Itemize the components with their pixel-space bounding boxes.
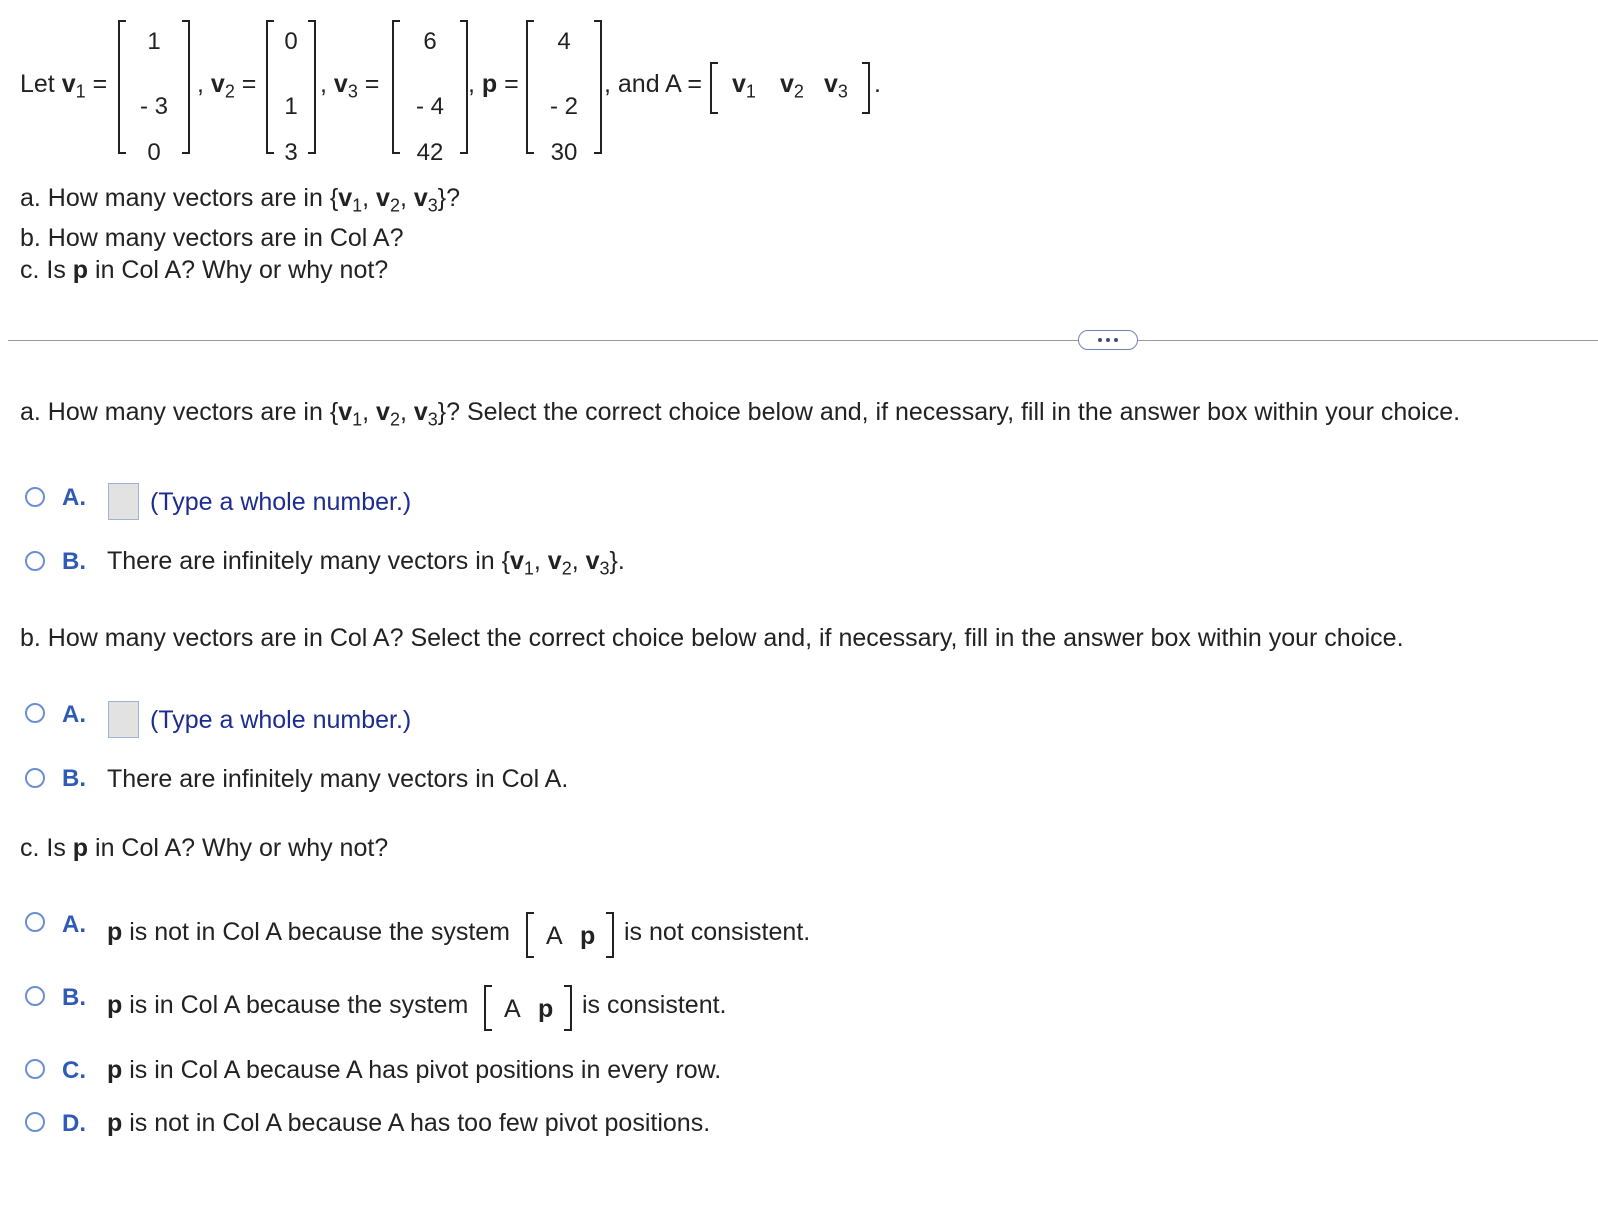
a-col: $v_1$ (732, 70, 756, 102)
p-entry: 4 (557, 28, 571, 55)
v2-matrix (266, 20, 316, 166)
part-c-option-b-letter: B. (62, 984, 86, 1011)
and-a-label: , and A = (604, 70, 703, 98)
part-c-option-b-system-matrix (484, 985, 572, 1027)
matrix-a (710, 62, 870, 110)
part-c-option-a-text: p is not in Col A because the system (107, 918, 510, 946)
part-b-option-a-hint: (Type a whole number.) (150, 706, 412, 734)
a-col: $v_2$ (780, 70, 804, 102)
v3-matrix (392, 20, 468, 166)
v2-entry: 1 (284, 93, 298, 120)
part-b-option-b-letter: B. (62, 765, 86, 792)
part-b-option-a-radio[interactable] (25, 703, 45, 723)
part-a-option-a-radio[interactable] (25, 487, 45, 507)
dot-icon (1098, 338, 1102, 342)
part-c-option-a-radio[interactable] (25, 912, 45, 932)
part-c-option-d-letter: D. (62, 1110, 86, 1137)
dot-icon (1106, 338, 1110, 342)
v3-entry: - 4 (415, 93, 444, 120)
dot-icon (1114, 338, 1118, 342)
part-a-option-b-letter: B. (62, 548, 86, 575)
part-c-option-a-system-matrix (526, 912, 614, 954)
v2-entry: 0 (284, 28, 298, 55)
part-a-option-a-letter: A. (62, 484, 86, 511)
part-c-option-b-text: p is in Col A because the system (107, 991, 469, 1019)
p-entry: 30 (550, 139, 578, 166)
part-a-option-a-hint: (Type a whole number.) (150, 488, 412, 516)
part-a-option-b-radio[interactable] (25, 551, 45, 571)
v2-label: , $v_2$ = (197, 70, 257, 102)
v3-entry: 42 (416, 139, 444, 166)
more-options-button[interactable] (1078, 330, 1138, 350)
v1-entry: 0 (147, 139, 161, 166)
part-a-prompt: a. How many vectors are in {$v_1$, $v_2$, $v_3$}? Select the correct choice below and, if necessary, fill in the answer box within your choice. (20, 398, 1461, 430)
problem-let: Let $v_1$ = (20, 70, 108, 102)
part-c-option-a-suffix: is not consistent. (624, 918, 811, 946)
part-c-option-d-radio[interactable] (25, 1112, 45, 1132)
part-c-option-d-text: p is not in Col A because A has too few pivot positions. (107, 1109, 711, 1137)
v2-entry: 3 (284, 139, 298, 166)
part-c-option-c-radio[interactable] (25, 1059, 45, 1079)
a-col: $v_3$ (824, 70, 848, 102)
v3-label: , $v_3$ = (320, 70, 380, 102)
part-b-prompt: b. How many vectors are in Col A? Select the correct choice below and, if necessary, fill in the answer box within your choice. (20, 624, 1404, 652)
part-b-option-b-text: There are infinitely many vectors in Col A. (107, 765, 569, 793)
part-c-prompt: c. Is p in Col A? Why or why not? (20, 834, 389, 862)
part-a-answer-box[interactable] (108, 483, 139, 520)
question-a: a. How many vectors are in {$v_1$, $v_2$, $v_3$}? (20, 184, 461, 216)
part-c-option-a-letter: A. (62, 911, 86, 938)
v1-entry: - 3 (139, 93, 168, 120)
part-c-option-c-text: p is in Col A because A has pivot positions in every row. (107, 1056, 722, 1084)
question-c: c. Is p in Col A? Why or why not? (20, 256, 389, 284)
question-b: b. How many vectors are in Col A? (20, 224, 404, 252)
part-a-option-b-text: There are infinitely many vectors in {$v_1$, $v_2$, $v_3$}. (107, 547, 625, 579)
system-p: p (580, 922, 596, 950)
period: . (874, 70, 881, 98)
v3-entry: 6 (423, 28, 437, 55)
part-c-option-c-letter: C. (62, 1057, 86, 1084)
system-a: A (504, 995, 521, 1023)
section-divider (8, 340, 1598, 341)
part-c-option-b-suffix: is consistent. (582, 991, 727, 1019)
part-b-option-b-radio[interactable] (25, 768, 45, 788)
p-entry: - 2 (549, 93, 578, 120)
p-matrix (526, 20, 602, 166)
v1-entry: 1 (147, 28, 161, 55)
part-b-option-a-letter: A. (62, 701, 86, 728)
part-b-answer-box[interactable] (108, 701, 139, 738)
v1-matrix (118, 20, 190, 166)
system-p: p (538, 995, 554, 1023)
system-a: A (546, 922, 563, 950)
part-c-option-b-radio[interactable] (25, 986, 45, 1006)
p-label: , p = (468, 70, 519, 98)
